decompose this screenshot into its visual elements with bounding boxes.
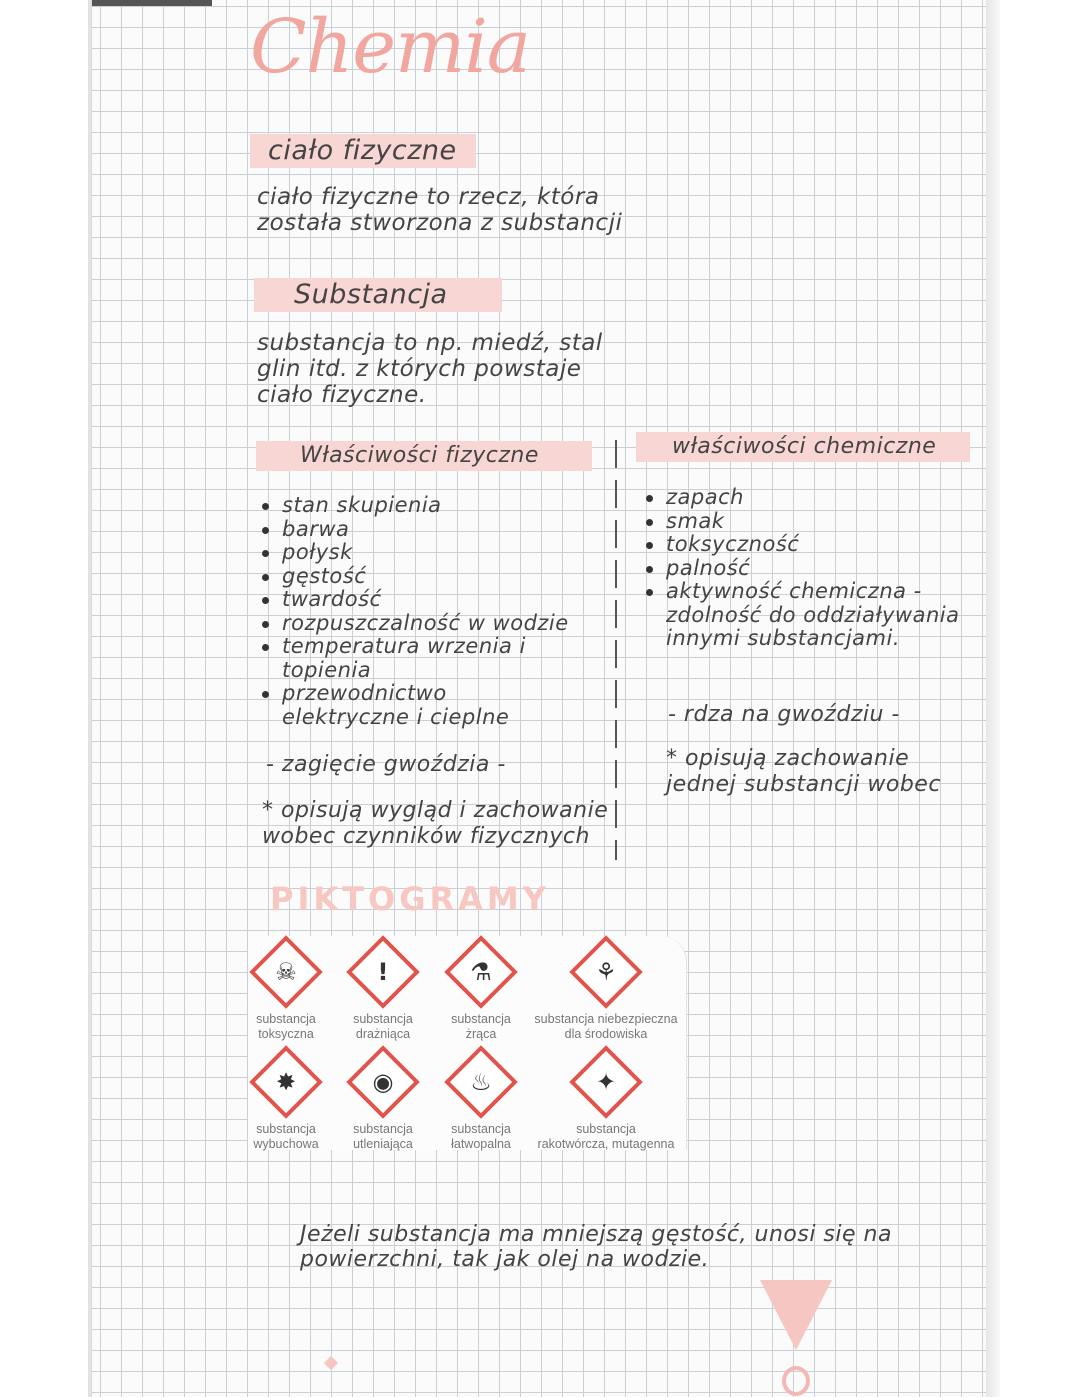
list-item: przewodnictwo elektryczne i cieplne: [262, 682, 552, 729]
environment-icon: ⚘: [569, 935, 643, 1009]
pictogram-flammable: [421, 1056, 541, 1152]
pictogram-label: dla środowiska: [564, 1027, 648, 1041]
page-title: Chemia: [250, 4, 531, 90]
pictogram-label: substancja: [353, 1122, 413, 1136]
chemical-properties-list: [646, 486, 976, 651]
pictogram-label: substancja: [451, 1012, 511, 1026]
list-item: połysk: [262, 541, 612, 565]
flame-icon: ♨: [444, 1045, 518, 1119]
pictogram-health-hazard: [530, 1056, 682, 1152]
pictogram-label: żrąca: [465, 1027, 497, 1041]
pictogram-label: drażniąca: [355, 1027, 411, 1041]
text-line: Jeżeli substancja ma mniejszą gęstość, unosi się na: [300, 1222, 892, 1247]
column-divider: [615, 440, 617, 860]
pictogram-label: rakotwórcza, mutagenna: [537, 1137, 675, 1151]
physical-note: * opisują wygląd i zachowanie wobec czynników fizycznych: [262, 798, 609, 849]
heading-wlasciwosci-fizyczne: Właściwości fizyczne: [256, 441, 592, 471]
oxidizer-icon: ◉: [346, 1045, 420, 1119]
list-item: twardość: [262, 588, 612, 612]
chemical-note: * opisują zachowanie jednej substancji wobec: [666, 746, 941, 797]
text-line: substancja to np. miedź, stal: [257, 330, 603, 356]
list-item: rozpuszczalność w wodzie: [262, 612, 612, 636]
corrosion-icon: ⚗: [444, 935, 518, 1009]
page-right-edge: [986, 0, 1000, 1397]
list-item: aktywność chemiczna - zdolność do oddziaływania innymi substancjami.: [646, 580, 966, 651]
footer-note: [300, 1222, 892, 1272]
scan-shadow: [92, 0, 212, 6]
pictogram-environment: [530, 946, 682, 1042]
pictogram-label: łatwopalna: [451, 1137, 511, 1151]
list-item: stan skupienia: [262, 494, 612, 518]
exclamation-icon: !: [346, 935, 420, 1009]
pictogram-label: toksyczna: [258, 1027, 314, 1041]
pictogram-label: substancja niebezpieczna: [534, 1012, 678, 1026]
heading-substancja: Substancja: [254, 278, 502, 312]
pictogram-label: substancja: [576, 1122, 636, 1136]
list-item: barwa: [262, 518, 612, 542]
text-line: ciało fizyczne to rzecz, która: [257, 184, 600, 210]
health-hazard-icon: ✦: [569, 1045, 643, 1119]
pictograms-heading: PIKTOGRAMY: [270, 880, 550, 918]
paragraph-cialo-fizyczne: [257, 184, 622, 236]
physical-properties-list: [262, 494, 612, 729]
heading-cialo-fizyczne: ciało fizyczne: [250, 134, 476, 168]
list-item: zapach: [646, 486, 976, 510]
pictogram-label: substancja: [256, 1012, 316, 1026]
heading-wlasciwosci-chemiczne: właściwości chemiczne: [636, 432, 970, 462]
text-line: glin itd. z których powstaje: [257, 356, 582, 382]
list-item: gęstość: [262, 565, 612, 589]
explosion-icon: ✸: [249, 1045, 323, 1119]
warning-exclamation-icon: [760, 1280, 832, 1350]
paragraph-substancja: [257, 330, 603, 408]
list-item: temperatura wrzenia i topienia: [262, 635, 612, 682]
list-item: smak: [646, 510, 976, 534]
list-item: palność: [646, 557, 976, 581]
pictogram-label: utleniająca: [353, 1137, 413, 1151]
chemical-example: - rdza na gwoździu -: [668, 702, 900, 727]
pictogram-label: substancja: [353, 1012, 413, 1026]
physical-example: - zagięcie gwoździa -: [266, 752, 506, 777]
pictogram-label: wybuchowa: [253, 1137, 319, 1151]
pictogram-corrosive: [421, 946, 541, 1042]
list-item: toksyczność: [646, 533, 976, 557]
pictogram-label: substancja: [256, 1122, 316, 1136]
pictogram-label: substancja: [451, 1122, 511, 1136]
skull-icon: ☠: [249, 935, 323, 1009]
text-line: ciało fizyczne.: [257, 382, 427, 408]
text-line: została stworzona z substancji: [257, 210, 623, 236]
text-line: powierzchni, tak jak olej na wodzie.: [300, 1247, 710, 1272]
warning-dot: [782, 1366, 810, 1396]
